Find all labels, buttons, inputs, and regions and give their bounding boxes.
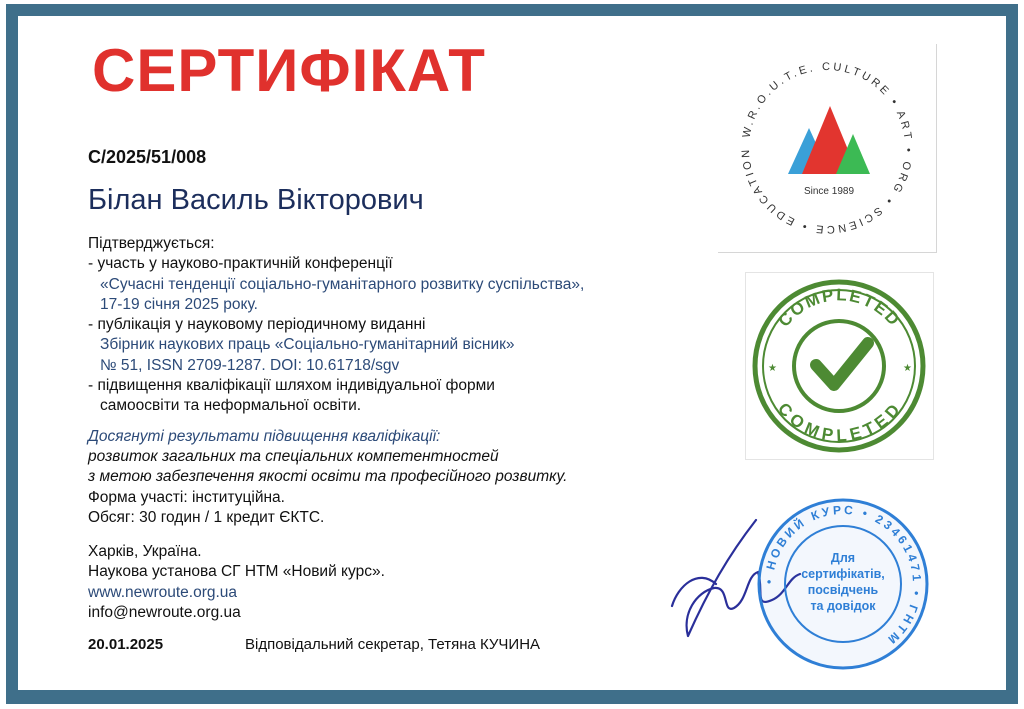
completed-badge-graphic — [746, 273, 933, 459]
qualification-line-1: - підвищення кваліфікації шляхом індивідуальної форми — [88, 377, 495, 395]
participation-form: Форма участі: інституційна. — [88, 488, 285, 506]
organization-line: Наукова установа СГ НТМ «Новий курс». — [88, 563, 385, 581]
results-line-2: з метою забезпечення якості освіти та професійного розвитку. — [88, 468, 568, 486]
logo-ring-text: W.R.O.U.T.E. CULTURE • ART • ORG • SCIENCE • EDUCATION — [739, 60, 915, 236]
spacer — [88, 528, 584, 542]
star-icon: ★ — [903, 363, 912, 374]
journal-title: Збірник наукових праць «Соціально-гуманітарний вісник» — [100, 336, 515, 354]
volume-line: Обсяг: 30 годин / 1 кредит ЄКТС. — [88, 508, 325, 526]
results-line-1: розвиток загальних та спеціальних компетентностей — [88, 447, 499, 465]
publication-line: - публікація у науковому періодичному виданні — [88, 316, 426, 334]
journal-details: № 51, ISSN 2709-1287. DOI: 10.61718/sgv — [100, 356, 400, 374]
certificate-title: СЕРТИФІКАТ — [92, 37, 486, 104]
stamp-center-2: сертифікатів, — [801, 567, 885, 581]
email-link[interactable]: info@newroute.org.ua — [88, 604, 241, 622]
participation-line: - участь у науково-практичній конференції — [88, 255, 393, 273]
logo-graphic — [718, 44, 936, 252]
star-icon: ★ — [768, 363, 777, 374]
checkmark-icon — [816, 343, 868, 385]
completed-badge — [745, 272, 934, 460]
organization-logo — [718, 44, 937, 253]
city-line: Харків, Україна. — [88, 543, 202, 561]
qualification-line-2: самоосвіти та неформальної освіти. — [100, 397, 362, 415]
issue-date: 20.01.2025 — [88, 636, 164, 653]
stamp-ring-text: • НОВИЙ КУРС • 23461471 • ГНТМ — [761, 502, 925, 649]
conference-dates: 17-19 січня 2025 року. — [100, 295, 258, 313]
certificate-number: С/2025/51/008 — [88, 147, 207, 167]
conference-title: «Сучасні тенденції соціально-гуманітарного розвитку суспільства», — [100, 275, 585, 293]
confirm-heading: Підтверджується: — [88, 235, 215, 252]
stamp-center-3: посвідчень — [807, 583, 879, 597]
official-stamp — [753, 494, 933, 679]
badge-top-text: COMPLETED — [774, 285, 905, 331]
recipient-name: Білан Василь Вікторович — [88, 184, 424, 216]
certificate-details — [88, 234, 584, 623]
spacer — [88, 417, 584, 427]
stamp-center-4: та довідок — [810, 599, 876, 613]
stamp-center-1: Для — [830, 551, 856, 565]
signer: Відповідальний секретар, Тетяна КУЧИНА — [245, 636, 541, 653]
results-heading: Досягнуті результати підвищення кваліфікації: — [88, 427, 441, 445]
certificate-body — [18, 16, 1006, 690]
website-link[interactable]: www.newroute.org.ua — [88, 583, 238, 601]
logo-since: Since 1989 — [803, 186, 855, 197]
badge-bottom-text: COMPLETED — [773, 399, 906, 446]
stamp-graphic — [753, 494, 933, 674]
certificate-frame — [6, 4, 1018, 704]
